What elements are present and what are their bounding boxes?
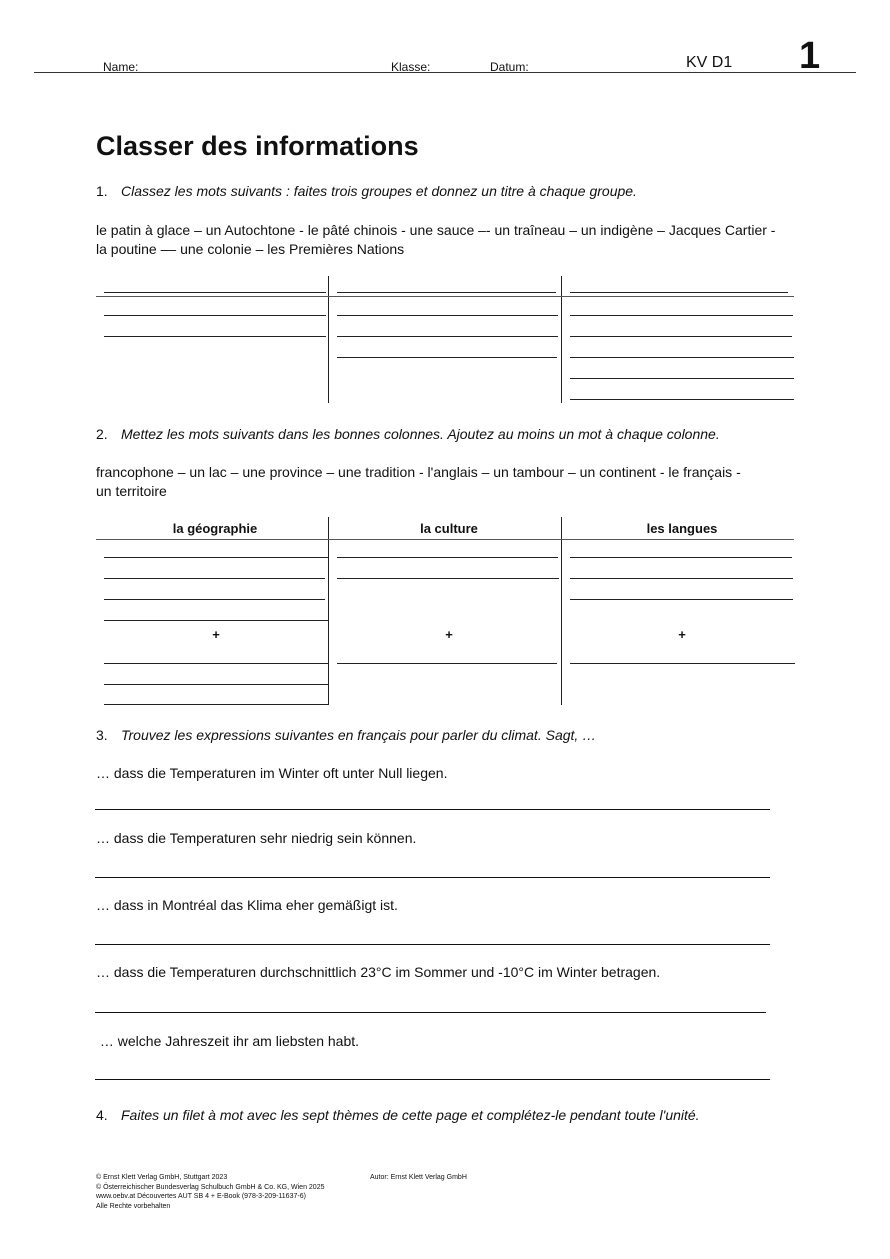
- exercise-3-number: 3.: [96, 727, 108, 743]
- page-number: 1: [799, 35, 821, 77]
- exercise-1-words-line-2: la poutine –– une colonie – les Premières Nations: [96, 241, 405, 257]
- group-2-answer-line[interactable]: [337, 357, 557, 358]
- exercise-3-answer-line-2[interactable]: [95, 877, 770, 878]
- group-3-answer-line[interactable]: [570, 378, 794, 379]
- column-header-culture: la culture: [420, 521, 478, 536]
- group-1-answer-line[interactable]: [104, 315, 326, 316]
- culture-answer-line[interactable]: [337, 578, 559, 579]
- footer-line-1: © Ernst Klett Verlag GmbH, Stuttgart 2023: [96, 1174, 228, 1181]
- group-3-title-line[interactable]: [570, 292, 788, 293]
- group-3-answer-line[interactable]: [570, 399, 794, 400]
- group-3-answer-line[interactable]: [570, 315, 793, 316]
- group-3-answer-line[interactable]: [570, 357, 794, 358]
- exercise-3-prompt-4: … dass die Temperaturen durchschnittlich 23°C im Sommer und -10°C im Winter betragen.: [96, 964, 661, 980]
- geographie-plus-sign: +: [212, 627, 220, 642]
- footer-line-3: www.oebv.at Découvertes AUT SB 4 + E-Book (978-3-209-11637-6): [96, 1193, 306, 1200]
- culture-answer-line[interactable]: [337, 557, 558, 558]
- group-3-answer-line[interactable]: [570, 336, 792, 337]
- exercise-2-instruction: Mettez les mots suivants dans les bonnes colonnes. Ajoutez au moins un mot à chaque colonne.: [121, 426, 720, 442]
- culture-plus-sign: +: [445, 627, 453, 642]
- exercise-3-answer-line-5[interactable]: [95, 1079, 770, 1080]
- langues-answer-line[interactable]: [570, 557, 792, 558]
- table-2-divider-2: [561, 517, 562, 705]
- group-2-title-line[interactable]: [337, 292, 556, 293]
- name-label: Name:: [103, 60, 139, 74]
- geographie-extra-line[interactable]: [104, 704, 328, 705]
- group-2-answer-line[interactable]: [337, 336, 558, 337]
- exercise-3-answer-line-1[interactable]: [95, 809, 770, 810]
- geographie-extra-line[interactable]: [104, 684, 328, 685]
- langues-answer-line[interactable]: [570, 578, 793, 579]
- group-1-answer-line[interactable]: [104, 336, 326, 337]
- geographie-extra-line[interactable]: [104, 663, 328, 664]
- exercise-3-prompt-2: … dass die Temperaturen sehr niedrig sein können.: [96, 830, 417, 846]
- langues-answer-line[interactable]: [570, 599, 793, 600]
- column-header-langues: les langues: [646, 521, 718, 536]
- page-title: Classer des informations: [96, 131, 419, 161]
- geographie-answer-line[interactable]: [104, 599, 325, 600]
- class-label: Klasse:: [391, 60, 431, 74]
- exercise-4-instruction: Faites un filet à mot avec les sept thèmes de cette page et complétez-le pendant toute l'unité.: [121, 1107, 700, 1123]
- langues-plus-sign: +: [678, 627, 686, 642]
- footer-copyright: [96, 1173, 324, 1211]
- exercise-3-prompt-1: … dass die Temperaturen im Winter oft unter Null liegen.: [96, 765, 448, 781]
- geographie-answer-line[interactable]: [104, 557, 328, 558]
- header-rule: [34, 72, 856, 73]
- footer-line-4: Alle Rechte vorbehalten: [96, 1202, 171, 1210]
- exercise-2-words-line-1: francophone – un lac – une province – une tradition - l'anglais – un tambour – un continent - le français -: [96, 464, 741, 480]
- exercise-3-answer-line-3[interactable]: [95, 944, 770, 945]
- table-1-header-rule: [96, 296, 794, 297]
- exercise-1-instruction: Classez les mots suivants : faites trois groupes et donnez un titre à chaque groupe.: [121, 183, 637, 199]
- group-1-title-line[interactable]: [104, 292, 326, 293]
- exercise-4-number: 4.: [96, 1107, 108, 1123]
- worksheet-code: KV D1: [686, 54, 733, 71]
- exercise-1-words-line-1: le patin à glace – un Autochtone - le pâté chinois - une sauce –- un traîneau – un indigène – Jacques Cartier -: [96, 222, 776, 238]
- column-header-geographie: la géographie: [172, 521, 258, 536]
- exercise-3-prompt-3: … dass in Montréal das Klima eher gemäßigt ist.: [96, 897, 398, 913]
- footer-line-2: © Österreichischer Bundesverlag Schulbuch GmbH & Co. KG, Wien 2025: [96, 1183, 325, 1191]
- geographie-answer-line[interactable]: [104, 620, 328, 621]
- table-2-header-rule: [96, 539, 794, 540]
- exercise-2-number: 2.: [96, 426, 108, 442]
- footer-author: Autor: Ernst Klett Verlag GmbH: [370, 1174, 467, 1181]
- culture-extra-line[interactable]: [337, 663, 557, 664]
- table-2-divider-1: [328, 517, 329, 705]
- exercise-3-prompt-5: … welche Jahreszeit ihr am liebsten habt.: [96, 1033, 360, 1049]
- exercise-3-answer-line-4[interactable]: [95, 1012, 766, 1013]
- exercise-1-number: 1.: [96, 183, 108, 199]
- group-2-answer-line[interactable]: [337, 315, 558, 316]
- exercise-2-words-line-2: un territoire: [96, 483, 167, 499]
- geographie-answer-line[interactable]: [104, 578, 325, 579]
- langues-extra-line[interactable]: [570, 663, 795, 664]
- exercise-3-instruction: Trouvez les expressions suivantes en français pour parler du climat. Sagt, …: [121, 727, 597, 743]
- date-label: Datum:: [490, 60, 529, 74]
